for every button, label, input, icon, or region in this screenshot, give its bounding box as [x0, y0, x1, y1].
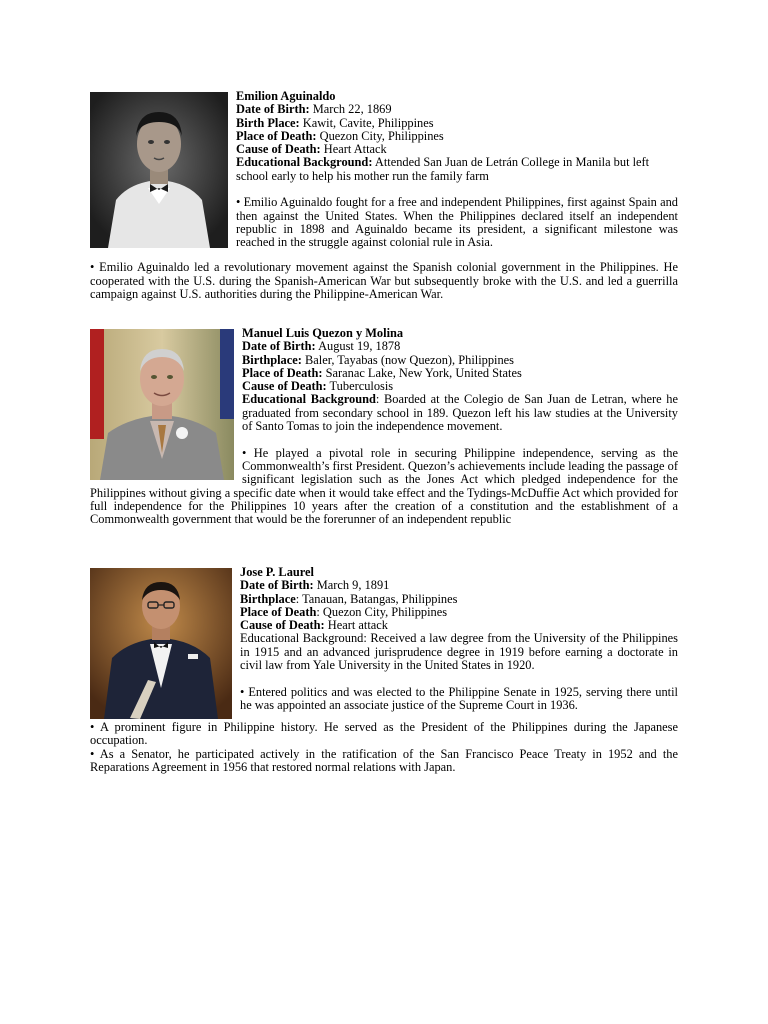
- death-place-line: Place of Death: Quezon City, Philippines: [236, 128, 444, 143]
- entry-name: Jose P. Laurel: [240, 565, 315, 579]
- entry-aguinaldo: [90, 90, 678, 301]
- entry-quezon: [90, 327, 678, 526]
- cause-of-death-line: Cause of Death: Heart Attack: [236, 142, 387, 157]
- death-place-line: Place of Death: Saranac Lake, New York, United States: [242, 365, 522, 380]
- education-line: Educational Background: Attended San Juan de Letrán College in Manila but left school early to help his mother run the family farm: [236, 155, 650, 183]
- portrait-aguinaldo: [90, 92, 228, 248]
- portrait-laurel: [90, 568, 232, 719]
- birthplace-line: Birth Place: Kawit, Cavite, Philippines: [236, 115, 434, 130]
- bullet-paragraph: • Entered politics and was elected to the Philippine Senate in 1925, serving there until he was appointed an associate justice of the Supreme Court in 1936.: [240, 684, 678, 712]
- portrait-quezon: [90, 329, 234, 480]
- education-line: Educational Background: Received a law degree from the University of the Philippines in 1915 and an advanced jurisprudence degree in 1919 before earning a doctorate in civil law from Yale University in the United States in 1920.: [240, 631, 678, 673]
- dob-line: Date of Birth: August 19, 1878: [242, 339, 401, 354]
- cause-of-death-line: Cause of Death: Heart attack: [240, 618, 388, 633]
- entry-laurel: [90, 566, 678, 774]
- bullet-paragraph: • Emilio Aguinaldo led a revolutionary movement against the Spanish colonial government in the Philippines. He cooperated with the U.S. during the Spanish-American War but subsequently broke with the U.S. and led a guerrilla campaign against U.S. authorities during the Philippine-American War.: [90, 260, 678, 301]
- entry-name: Emilion Aguinaldo: [236, 89, 336, 103]
- bullet-paragraph: • He played a pivotal role in securing Philippine independence, serving as the Commonwealth’s first President. Quezon’s achievements include leading the passage of significant legislation such as the Jones Act which pledged independence for the Philippines without giving a specific date when it would take effect and the Tydings-McDuffie Act which provided for full independence for the Philippines 10 years after the creation of a constitution and the establishment of a Commonwealth government that would be the forerunner of an independent republic: [90, 445, 678, 527]
- cause-of-death-line: Cause of Death: Tuberculosis: [242, 379, 394, 394]
- death-place-line: Place of Death: Quezon City, Philippines: [240, 604, 448, 619]
- birthplace-line: Birthplace: Tanauan, Batangas, Philippines: [240, 591, 458, 606]
- bullet-paragraph: • Emilio Aguinaldo fought for a free and independent Philippines, first against Spain and then against the United States. When the Philippines declared itself an independent republic in 1898 and Aguinaldo became its president, a significant milestone was reached in the struggle against colonial rule in Asia.: [236, 195, 678, 250]
- bullet-paragraph: • As a Senator, he participated actively in the ratification of the San Francisco Peace Treaty in 1952 and the Reparations Agreement in 1956 that restored normal relations with Japan.: [90, 746, 678, 774]
- bullet-paragraph: • A prominent figure in Philippine history. He served as the President of the Philippines during the Japanese occupation.: [90, 720, 678, 748]
- birthplace-line: Birthplace: Baler, Tayabas (now Quezon), Philippines: [242, 352, 514, 367]
- dob-line: Date of Birth: March 22, 1869: [236, 102, 392, 117]
- dob-line: Date of Birth: March 9, 1891: [240, 578, 390, 593]
- entry-name: Manuel Luis Quezon y Molina: [242, 326, 404, 340]
- education-line: Educational Background: Boarded at the Colegio de San Juan de Letran, where he graduated from secondary school in 189. Quezon left his law studies at the University of Santo Tomas to join the independence movement.: [242, 392, 678, 434]
